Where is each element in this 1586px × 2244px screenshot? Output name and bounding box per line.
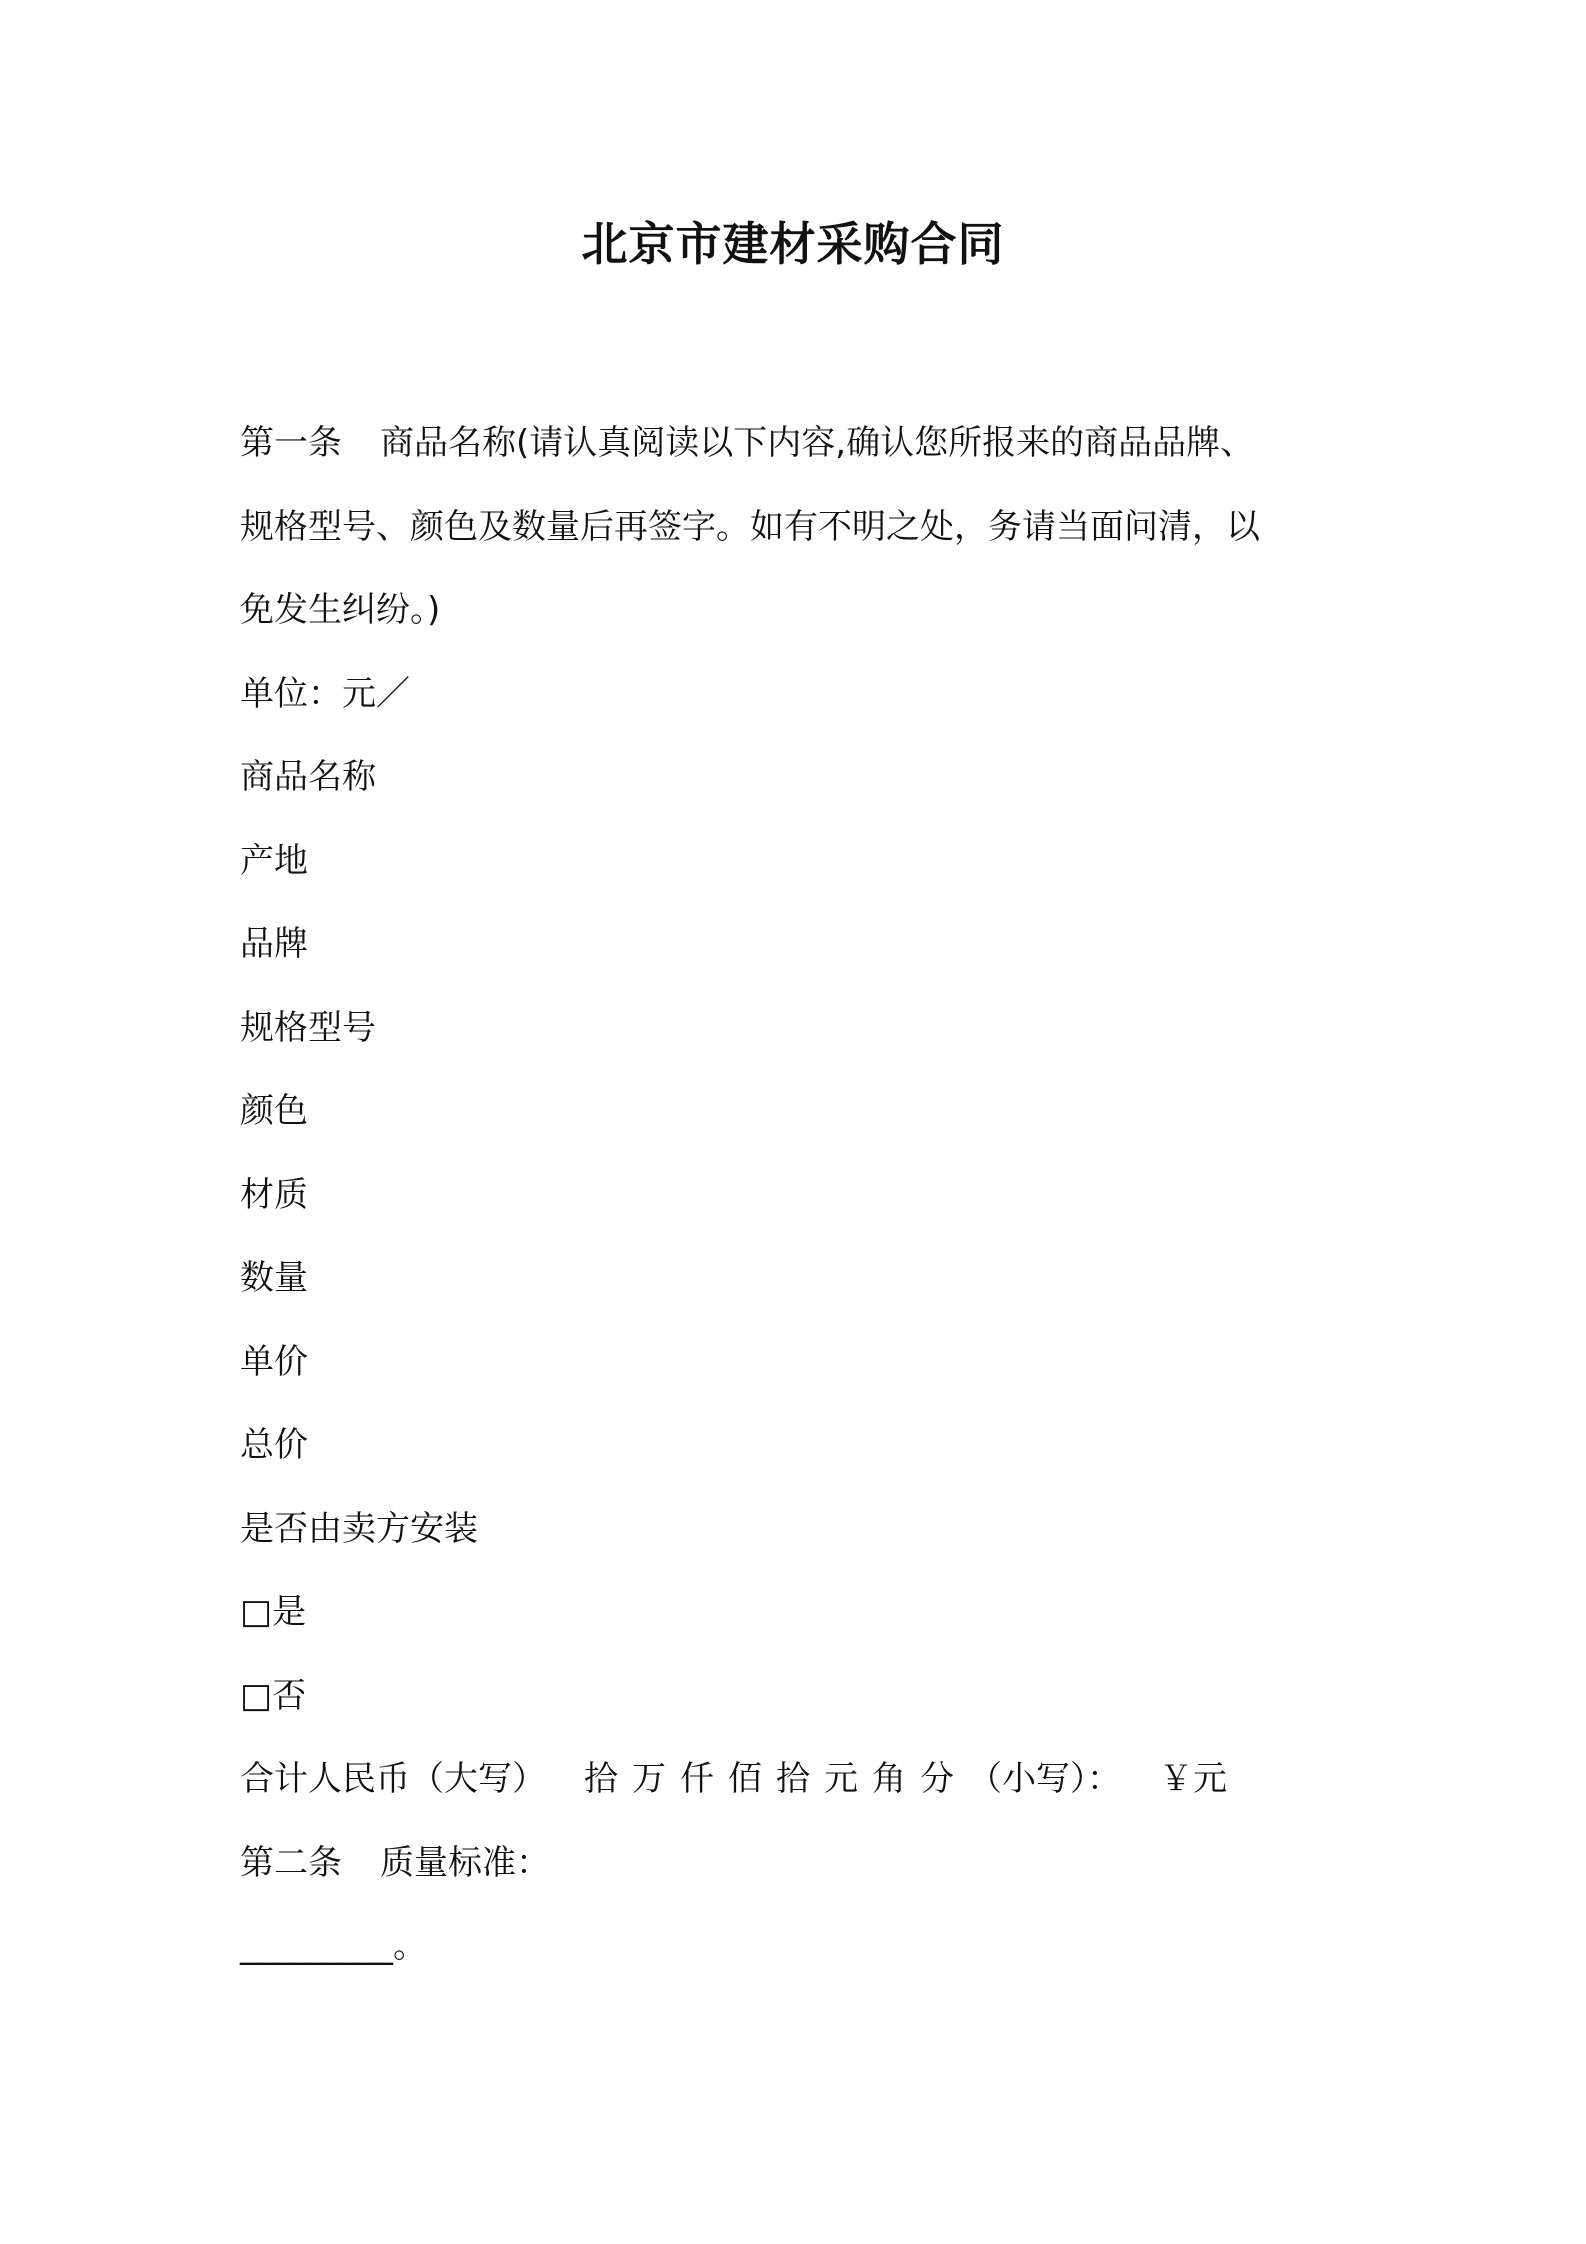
option-no: □否 bbox=[240, 1675, 307, 1716]
article2-line bbox=[240, 1822, 1350, 1906]
article1-label: 第一条 bbox=[240, 423, 342, 463]
article1-line1 bbox=[240, 402, 1350, 486]
total-suffix: （小写）： bbox=[968, 1759, 1121, 1799]
field-origin: 产地 bbox=[240, 840, 308, 881]
article2-label: 第二条 bbox=[240, 1842, 342, 1883]
field-product-name: 商品名称 bbox=[240, 757, 376, 797]
document-body bbox=[240, 402, 1350, 1989]
total-line bbox=[240, 1738, 1350, 1822]
field-installation: 是否由卖方安装 bbox=[240, 1508, 478, 1549]
field-model: 规格型号 bbox=[240, 1007, 376, 1048]
option-yes: □是 bbox=[240, 1592, 307, 1632]
field-quantity: 数量 bbox=[240, 1258, 308, 1298]
unit-line: 单位：元／ bbox=[240, 673, 410, 714]
field-unit-price: 单价 bbox=[240, 1341, 308, 1382]
field-material: 材质 bbox=[240, 1174, 308, 1215]
article2-text: 质量标准： bbox=[380, 1842, 550, 1883]
field-brand: 品牌 bbox=[240, 924, 308, 964]
article2-blank: _________。 bbox=[240, 1926, 427, 1966]
document-title: 北京市建材采购合同 bbox=[581, 217, 1005, 271]
total-prefix: 合计人民币（大写） bbox=[240, 1759, 546, 1799]
field-total-price: 总价 bbox=[240, 1425, 308, 1465]
total-units: 拾万仟佰拾元角分 bbox=[584, 1759, 968, 1799]
field-color: 颜色 bbox=[240, 1091, 308, 1131]
article1-line2: 规格型号、颜色及数量后再签字。如有不明之处，务请当面问清，以 bbox=[240, 506, 1260, 547]
article1-text-line1: 商品名称(请认真阅读以下内容,确认您所报来的商品品牌、 bbox=[380, 423, 1255, 463]
total-currency: ￥元 bbox=[1159, 1759, 1227, 1799]
article1-line3: 免发生纠纷。) bbox=[240, 590, 441, 630]
